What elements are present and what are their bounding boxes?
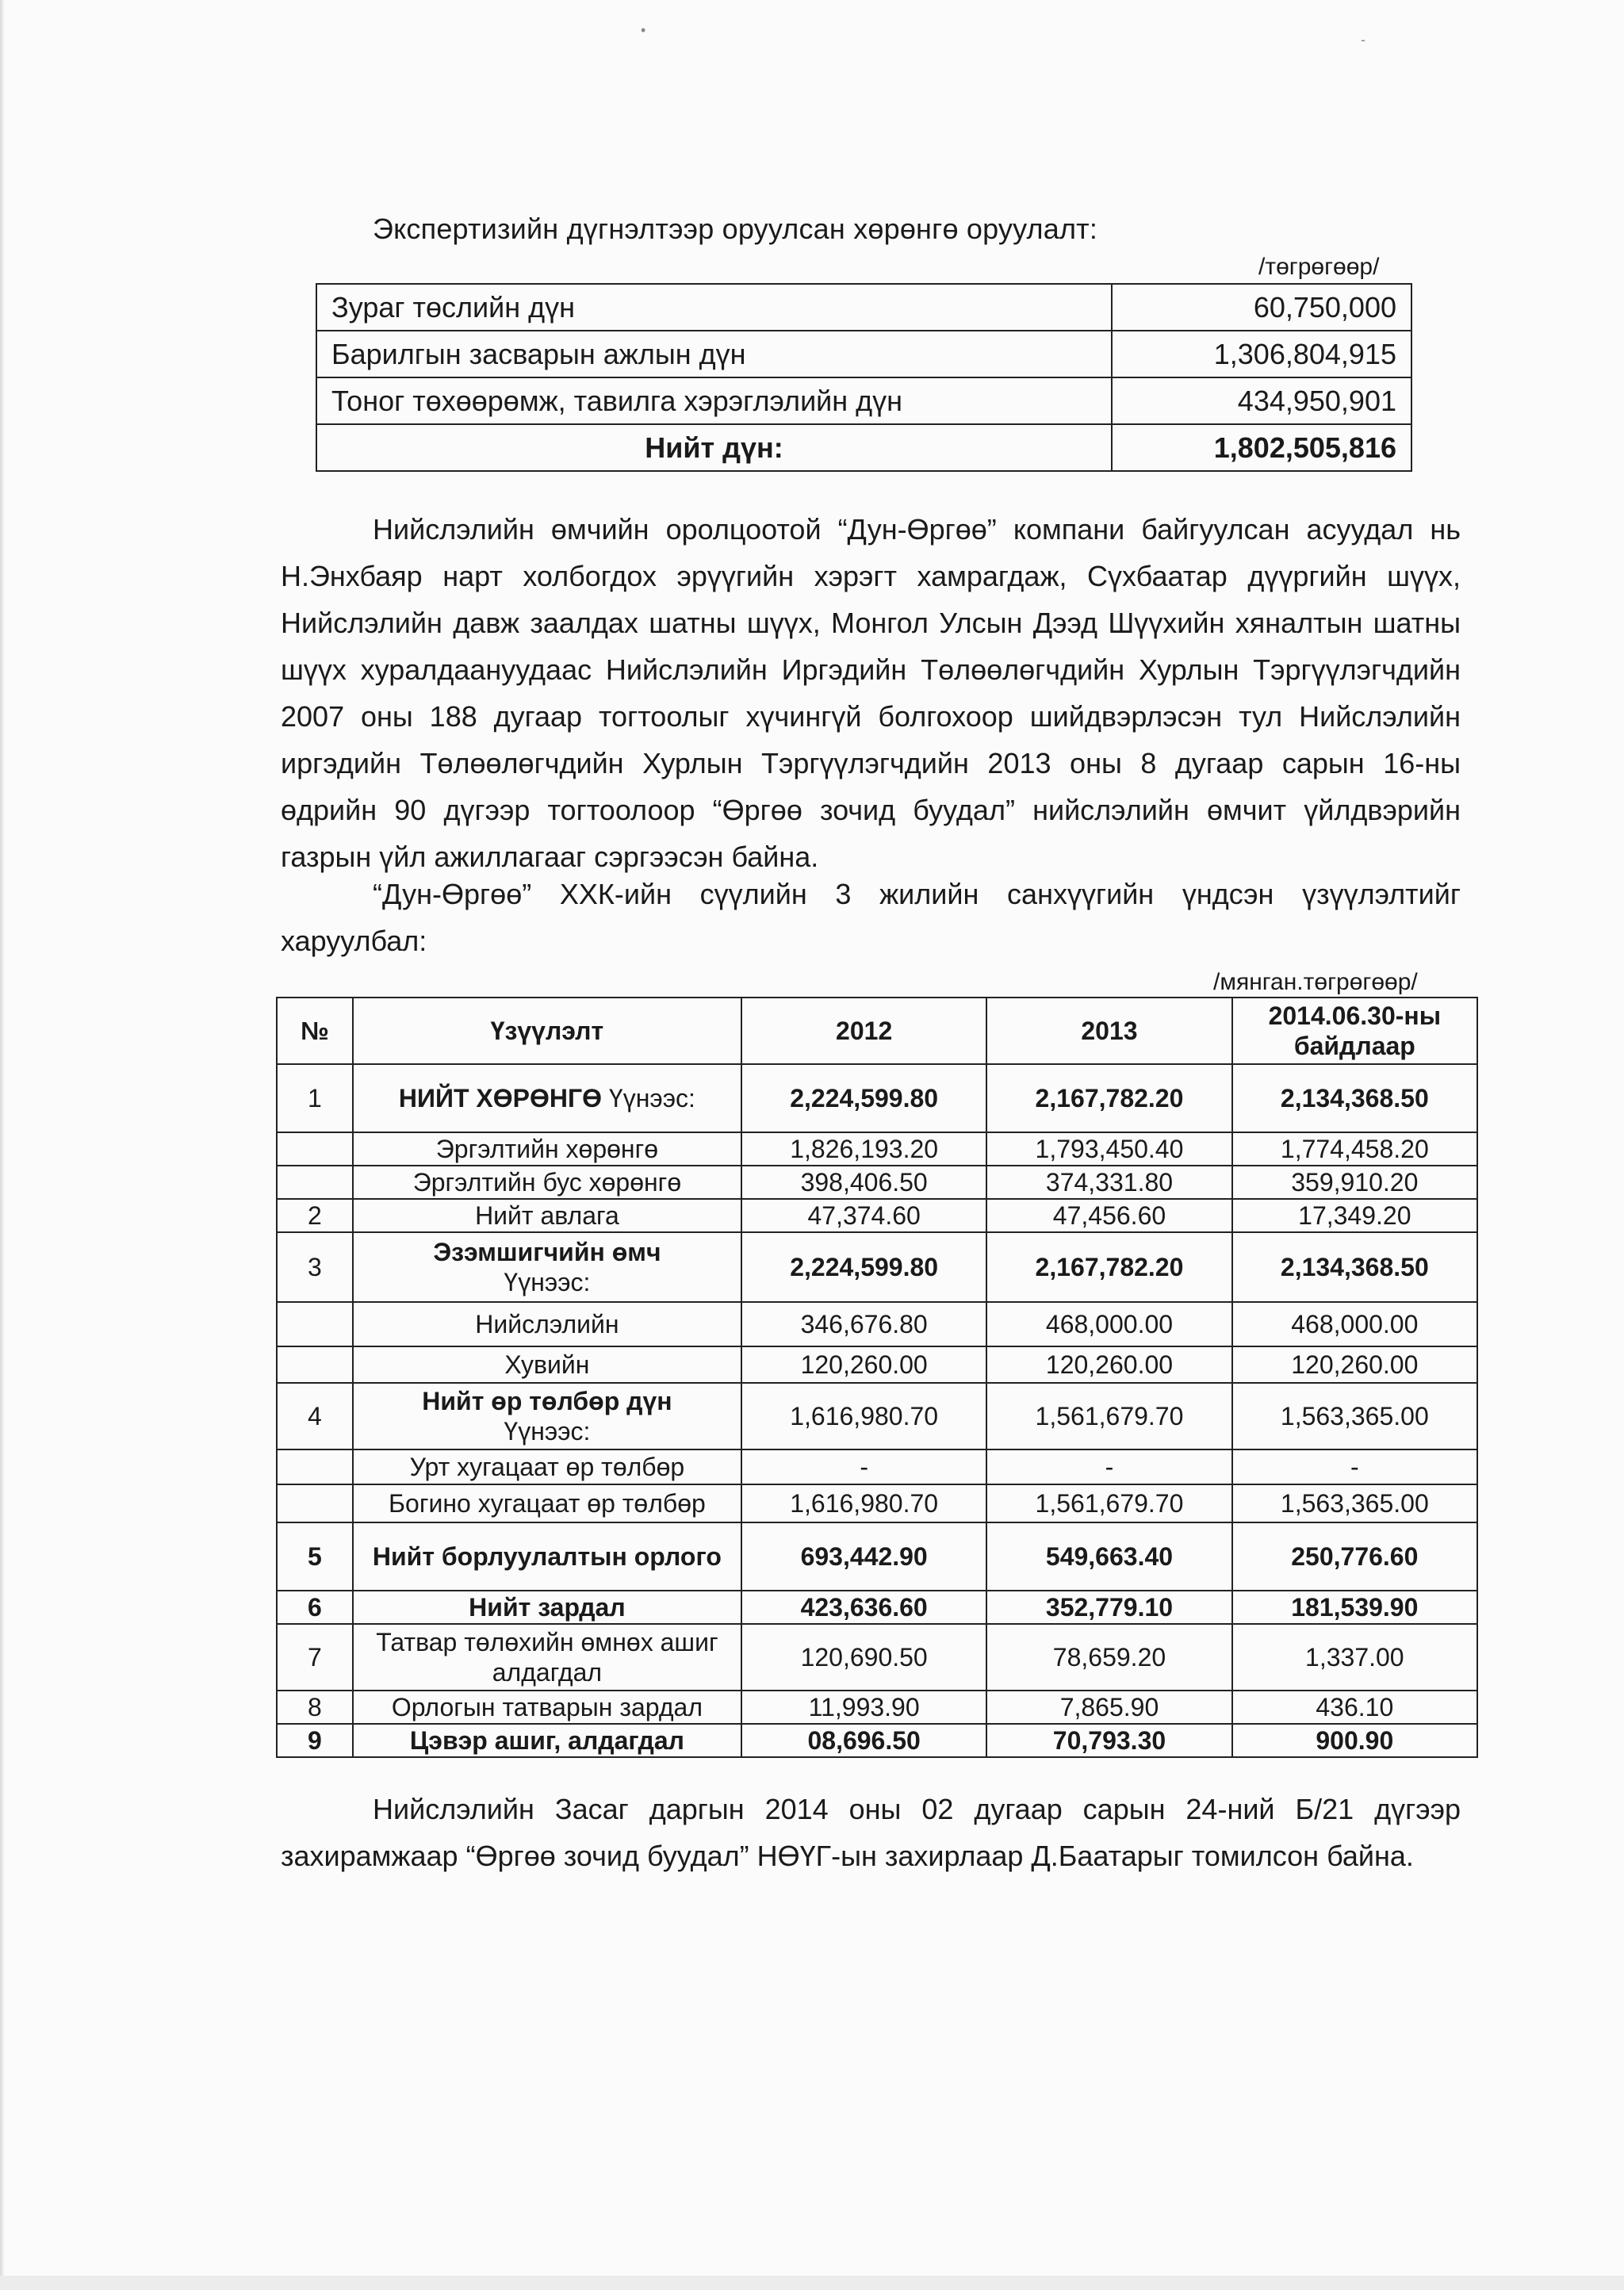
value-2013: 1,561,679.70	[986, 1383, 1231, 1449]
value-2012: 398,406.50	[741, 1166, 986, 1199]
row-label: Эргэлтийн хөрөнгө	[353, 1132, 741, 1166]
value-2012: 08,696.50	[741, 1724, 986, 1757]
value-2013: 78,659.20	[986, 1624, 1231, 1691]
value-2014: 250,776.60	[1232, 1522, 1477, 1591]
row-no: 8	[277, 1691, 353, 1724]
table-row	[277, 1624, 1477, 1691]
value-2012: 1,826,193.20	[741, 1132, 986, 1166]
cost-table-unit: /төгрөгөөр/	[1258, 254, 1380, 280]
value-2013: -	[986, 1449, 1231, 1484]
row-label: Татвар төлөхийн өмнөх ашиг алдагдал	[353, 1624, 741, 1691]
table-row	[277, 1064, 1477, 1132]
value-2014: 2,134,368.50	[1232, 1064, 1477, 1132]
header-2013: 2013	[986, 998, 1231, 1064]
table-row	[277, 1199, 1477, 1232]
paragraph-court-decision: Нийслэлийн өмчийн оролцоотой “Дун-Өргөө” компани байгуулсан асуудал нь Н.Энхбаяр нарт холбогдох эрүүгийн хэрэгт хамрагдаж, Сүхбаатар дүүргийн шүүх, Нийслэлийн давж заалдах шатны шүүх, Монгол Улсын Дээд Шүүхийн хяналтын шатны шүүх хуралдаануудаас Нийслэлийн Иргэдийн Төлөөлөгчдийн Хурлын Тэргүүлэгчдийн 2007 оны 188 дугаар тогтоолыг хүчингүй болгохоор шийдвэрлэсэн тул Нийслэлийн иргэдийн Төлөөлөгчдийн Хурлын Тэргүүлэгчдийн 2013 оны 8 дугаар сарын 16-ны өдрийн 90 дүгээр тогтоолоор “Өргөө зочид буудал” нийслэлийн өмчит үйлдвэрийн газрын үйл ажиллагааг сэргээсэн байна.	[281, 513, 1461, 873]
value-2014: 17,349.20	[1232, 1199, 1477, 1232]
row-no: 2	[277, 1199, 353, 1232]
scan-speck: •	[641, 22, 646, 38]
row-no	[277, 1132, 353, 1166]
scan-edge	[0, 2276, 1624, 2290]
value-2012: 120,260.00	[741, 1346, 986, 1383]
value-2013: 374,331.80	[986, 1166, 1231, 1199]
value-2013: 1,793,450.40	[986, 1132, 1231, 1166]
value-2012: -	[741, 1449, 986, 1484]
value-2014: 1,774,458.20	[1232, 1132, 1477, 1166]
table-row	[277, 1232, 1477, 1302]
value-2014: 120,260.00	[1232, 1346, 1477, 1383]
value-2013: 7,865.90	[986, 1691, 1231, 1724]
total-value: 1,802,505,816	[1112, 424, 1411, 471]
value-2013: 1,561,679.70	[986, 1484, 1231, 1522]
row-label: Эзэмшигчийн өмч Үүнээс:	[353, 1232, 741, 1302]
table-row	[277, 1132, 1477, 1166]
header-no: №	[277, 998, 353, 1064]
table-row	[277, 1484, 1477, 1522]
value-2012: 346,676.80	[741, 1302, 986, 1346]
row-label: Цэвэр ашиг, алдагдал	[353, 1724, 741, 1757]
row-label: Барилгын засварын ажлын дүн	[316, 331, 1112, 377]
row-no: 6	[277, 1591, 353, 1624]
value-2013: 47,456.60	[986, 1199, 1231, 1232]
value-2013: 120,260.00	[986, 1346, 1231, 1383]
value-2014: 359,910.20	[1232, 1166, 1477, 1199]
total-row	[316, 424, 1411, 471]
value-2012: 11,993.90	[741, 1691, 986, 1724]
table-row	[277, 1724, 1477, 1757]
table-row	[316, 284, 1411, 331]
row-value: 434,950,901	[1112, 377, 1411, 424]
row-label: Нийт борлуулалтын орлого	[353, 1522, 741, 1591]
row-label: Нийслэлийн	[353, 1302, 741, 1346]
value-2014: 1,337.00	[1232, 1624, 1477, 1691]
value-2013: 549,663.40	[986, 1522, 1231, 1591]
row-label: Урт хугацаат өр төлбөр	[353, 1449, 741, 1484]
value-2014: -	[1232, 1449, 1477, 1484]
row-label: Нийт зардал	[353, 1591, 741, 1624]
total-label: Нийт дүн:	[316, 424, 1112, 471]
value-2012: 423,636.60	[741, 1591, 986, 1624]
table-row	[277, 1591, 1477, 1624]
row-label: Хувийн	[353, 1346, 741, 1383]
value-2013: 468,000.00	[986, 1302, 1231, 1346]
value-2014: 1,563,365.00	[1232, 1484, 1477, 1522]
row-no	[277, 1302, 353, 1346]
row-label: Богино хугацаат өр төлбөр	[353, 1484, 741, 1522]
financial-indicators-table	[276, 997, 1478, 1758]
value-2012: 47,374.60	[741, 1199, 986, 1232]
value-2014: 1,563,365.00	[1232, 1383, 1477, 1449]
row-no: 5	[277, 1522, 353, 1591]
table-row	[316, 331, 1411, 377]
value-2014: 181,539.90	[1232, 1591, 1477, 1624]
scan-speck: -	[1361, 32, 1365, 48]
value-2012: 2,224,599.80	[741, 1064, 986, 1132]
value-2013: 352,779.10	[986, 1591, 1231, 1624]
row-no: 7	[277, 1624, 353, 1691]
row-value: 1,306,804,915	[1112, 331, 1411, 377]
row-label: Эргэлтийн бус хөрөнгө	[353, 1166, 741, 1199]
table-row	[316, 377, 1411, 424]
table-row	[277, 1522, 1477, 1591]
table-row	[277, 1166, 1477, 1199]
intro-text: Экспертизийн дүгнэлтээр оруулсан хөрөнгө оруулалт:	[373, 213, 1098, 245]
investment-table	[316, 283, 1412, 472]
row-label: Орлогын татварын зардал	[353, 1691, 741, 1724]
row-no: 4	[277, 1383, 353, 1449]
value-2014: 468,000.00	[1232, 1302, 1477, 1346]
row-label: Нийт өр төлбөр дүн Үүнээс:	[353, 1383, 741, 1449]
row-no: 3	[277, 1232, 353, 1302]
value-2013: 2,167,782.20	[986, 1064, 1231, 1132]
table-row	[277, 1383, 1477, 1449]
table-row	[277, 1302, 1477, 1346]
row-no: 1	[277, 1064, 353, 1132]
row-no: 9	[277, 1724, 353, 1757]
row-no	[277, 1449, 353, 1484]
fin-table-unit: /мянган.төгрөгөөр/	[1213, 969, 1418, 995]
table-row	[277, 1449, 1477, 1484]
value-2012: 1,616,980.70	[741, 1484, 986, 1522]
value-2012: 120,690.50	[741, 1624, 986, 1691]
row-label: Тоног төхөөрөмж, тавилга хэрэглэлийн дүн	[316, 377, 1112, 424]
row-no	[277, 1166, 353, 1199]
row-no	[277, 1484, 353, 1522]
row-label: Нийт авлага	[353, 1199, 741, 1232]
table-row	[277, 1346, 1477, 1383]
header-indicator: Үзүүлэлт	[353, 998, 741, 1064]
value-2013: 2,167,782.20	[986, 1232, 1231, 1302]
value-2014: 900.90	[1232, 1724, 1477, 1757]
value-2012: 1,616,980.70	[741, 1383, 986, 1449]
paragraph-financial-intro: “Дун-Өргөө” ХХК-ийн сүүлийн 3 жилийн санхүүгийн үндсэн үзүүлэлтийг харуулбал:	[281, 878, 1461, 957]
header-2014: 2014.06.30-ны байдлаар	[1232, 998, 1477, 1064]
value-2012: 693,442.90	[741, 1522, 986, 1591]
value-2014: 2,134,368.50	[1232, 1232, 1477, 1302]
row-label: Зураг төслийн дүн	[316, 284, 1112, 331]
paragraph-director-appointment: Нийслэлийн Засаг даргын 2014 оны 02 дугаар сарын 24-ний Б/21 дүгээр захирамжаар “Өргөө зочид буудал” НӨҮГ-ын захирлаар Д.Баатарыг томилсон байна.	[281, 1793, 1461, 1872]
value-2014: 436.10	[1232, 1691, 1477, 1724]
table-header-row	[277, 998, 1477, 1064]
value-2012: 2,224,599.80	[741, 1232, 986, 1302]
row-label: НИЙТ ХӨРӨНГӨ Үүнээс:	[353, 1064, 741, 1132]
scan-edge	[0, 0, 5, 2290]
table-row	[277, 1691, 1477, 1724]
value-2013: 70,793.30	[986, 1724, 1231, 1757]
header-2012: 2012	[741, 998, 986, 1064]
row-no	[277, 1346, 353, 1383]
row-value: 60,750,000	[1112, 284, 1411, 331]
